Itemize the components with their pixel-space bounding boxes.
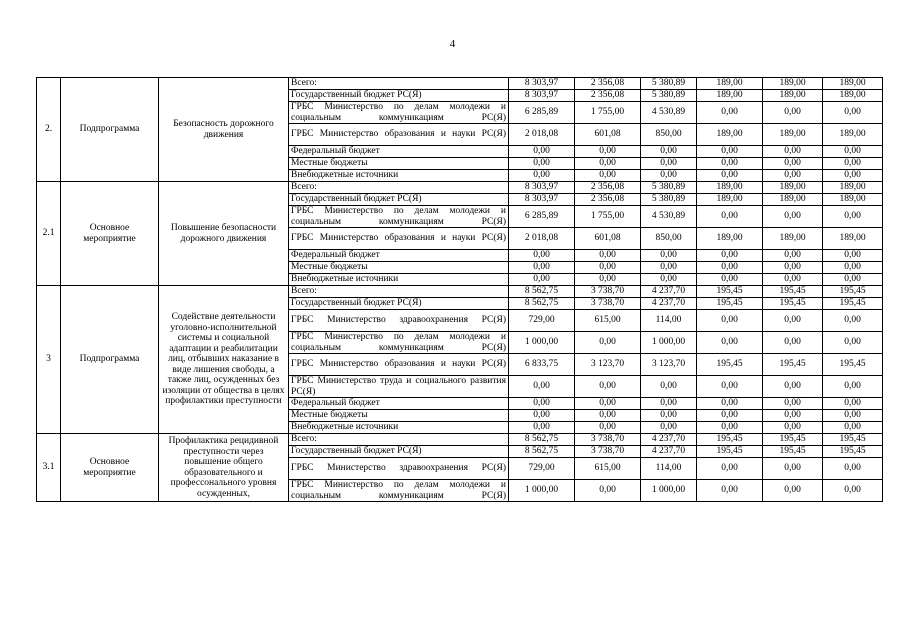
amount-cell: 850,00 [641, 228, 697, 250]
section-type: Основное мероприятие [61, 434, 159, 502]
amount-cell: 0,00 [763, 410, 823, 422]
amount-cell: 0,00 [575, 146, 641, 158]
amount-cell: 0,00 [575, 410, 641, 422]
funding-source: ГРБС Министерство образования и науки РС(Я) [289, 228, 509, 250]
amount-cell: 0,00 [697, 170, 763, 182]
amount-cell: 0,00 [575, 158, 641, 170]
amount-cell: 0,00 [575, 170, 641, 182]
amount-cell: 0,00 [763, 158, 823, 170]
amount-cell: 601,08 [575, 228, 641, 250]
amount-cell: 189,00 [763, 78, 823, 90]
amount-cell: 0,00 [763, 422, 823, 434]
amount-cell: 3 738,70 [575, 286, 641, 298]
amount-cell: 5 380,89 [641, 78, 697, 90]
amount-cell: 0,00 [509, 146, 575, 158]
amount-cell: 195,45 [697, 354, 763, 376]
amount-cell: 0,00 [575, 398, 641, 410]
amount-cell: 2 018,08 [509, 228, 575, 250]
amount-cell: 1 755,00 [575, 206, 641, 228]
funding-source: Государственный бюджет РС(Я) [289, 90, 509, 102]
amount-cell: 195,45 [823, 354, 883, 376]
funding-source: Местные бюджеты [289, 410, 509, 422]
amount-cell: 0,00 [697, 480, 763, 502]
amount-cell: 0,00 [823, 102, 883, 124]
amount-cell: 0,00 [509, 376, 575, 398]
amount-cell: 0,00 [823, 410, 883, 422]
amount-cell: 8 303,97 [509, 194, 575, 206]
amount-cell: 0,00 [575, 480, 641, 502]
amount-cell: 189,00 [763, 182, 823, 194]
section-number: 2. [37, 78, 61, 182]
amount-cell: 0,00 [697, 398, 763, 410]
amount-cell: 0,00 [509, 410, 575, 422]
amount-cell: 2 356,08 [575, 182, 641, 194]
amount-cell: 0,00 [823, 398, 883, 410]
section-name: Безопасность дорожного движения [159, 78, 289, 182]
amount-cell: 0,00 [641, 146, 697, 158]
amount-cell: 2 356,08 [575, 78, 641, 90]
amount-cell: 195,45 [763, 298, 823, 310]
amount-cell: 0,00 [641, 422, 697, 434]
amount-cell: 189,00 [697, 194, 763, 206]
funding-source: Внебюджетные источники [289, 170, 509, 182]
amount-cell: 0,00 [823, 376, 883, 398]
amount-cell: 6 285,89 [509, 102, 575, 124]
amount-cell: 0,00 [509, 170, 575, 182]
amount-cell: 0,00 [763, 332, 823, 354]
amount-cell: 0,00 [697, 102, 763, 124]
amount-cell: 0,00 [641, 376, 697, 398]
amount-cell: 189,00 [823, 182, 883, 194]
amount-cell: 0,00 [697, 376, 763, 398]
funding-source: Государственный бюджет РС(Я) [289, 298, 509, 310]
section-type: Основное мероприятие [61, 182, 159, 286]
funding-source: Федеральный бюджет [289, 250, 509, 262]
table-row [37, 78, 883, 90]
amount-cell: 0,00 [575, 262, 641, 274]
funding-source: Федеральный бюджет [289, 398, 509, 410]
amount-cell: 195,45 [763, 354, 823, 376]
table-row [37, 182, 883, 194]
amount-cell: 4 237,70 [641, 286, 697, 298]
amount-cell: 195,45 [823, 298, 883, 310]
amount-cell: 0,00 [641, 262, 697, 274]
amount-cell: 189,00 [697, 124, 763, 146]
amount-cell: 195,45 [823, 286, 883, 298]
table-row [37, 434, 883, 446]
amount-cell: 0,00 [697, 158, 763, 170]
amount-cell: 2 356,08 [575, 90, 641, 102]
amount-cell: 0,00 [763, 250, 823, 262]
amount-cell: 195,45 [697, 446, 763, 458]
funding-source: ГРБС Министерство по делам молодежи и социальным коммуникациям РС(Я) [289, 332, 509, 354]
amount-cell: 0,00 [509, 262, 575, 274]
amount-cell: 0,00 [763, 480, 823, 502]
amount-cell: 0,00 [641, 170, 697, 182]
amount-cell: 0,00 [763, 376, 823, 398]
amount-cell: 1 000,00 [509, 332, 575, 354]
amount-cell: 8 303,97 [509, 78, 575, 90]
amount-cell: 0,00 [763, 146, 823, 158]
funding-source: Федеральный бюджет [289, 146, 509, 158]
amount-cell: 195,45 [697, 286, 763, 298]
amount-cell: 0,00 [763, 398, 823, 410]
amount-cell: 0,00 [697, 332, 763, 354]
amount-cell: 0,00 [823, 146, 883, 158]
amount-cell: 0,00 [509, 422, 575, 434]
amount-cell: 4 237,70 [641, 434, 697, 446]
amount-cell: 0,00 [509, 158, 575, 170]
amount-cell: 195,45 [763, 434, 823, 446]
amount-cell: 5 380,89 [641, 90, 697, 102]
amount-cell: 0,00 [823, 262, 883, 274]
amount-cell: 0,00 [697, 262, 763, 274]
amount-cell: 1 000,00 [641, 332, 697, 354]
amount-cell: 0,00 [697, 422, 763, 434]
amount-cell: 0,00 [763, 102, 823, 124]
section-type: Подпрограмма [61, 78, 159, 182]
funding-source: Государственный бюджет РС(Я) [289, 194, 509, 206]
amount-cell: 8 562,75 [509, 286, 575, 298]
amount-cell: 0,00 [697, 310, 763, 332]
amount-cell: 8 562,75 [509, 434, 575, 446]
amount-cell: 189,00 [823, 90, 883, 102]
amount-cell: 0,00 [697, 206, 763, 228]
funding-source: ГРБС Министерство по делам молодежи и социальным коммуникациям РС(Я) [289, 206, 509, 228]
amount-cell: 8 303,97 [509, 182, 575, 194]
section-number: 3.1 [37, 434, 61, 502]
amount-cell: 6 285,89 [509, 206, 575, 228]
amount-cell: 6 833,75 [509, 354, 575, 376]
funding-source: Местные бюджеты [289, 158, 509, 170]
section-number: 3 [37, 286, 61, 434]
funding-source: Всего: [289, 286, 509, 298]
funding-source: ГРБС Министерство труда и социального развития РС(Я) [289, 376, 509, 398]
amount-cell: 0,00 [763, 458, 823, 480]
amount-cell: 189,00 [823, 78, 883, 90]
amount-cell: 0,00 [823, 250, 883, 262]
amount-cell: 114,00 [641, 458, 697, 480]
amount-cell: 1 000,00 [641, 480, 697, 502]
amount-cell: 0,00 [641, 410, 697, 422]
amount-cell: 0,00 [763, 206, 823, 228]
funding-source: Внебюджетные источники [289, 274, 509, 286]
amount-cell: 0,00 [509, 274, 575, 286]
amount-cell: 0,00 [823, 332, 883, 354]
amount-cell: 0,00 [697, 410, 763, 422]
funding-source: Всего: [289, 434, 509, 446]
amount-cell: 0,00 [641, 398, 697, 410]
amount-cell: 4 530,89 [641, 206, 697, 228]
amount-cell: 0,00 [697, 146, 763, 158]
amount-cell: 114,00 [641, 310, 697, 332]
amount-cell: 615,00 [575, 458, 641, 480]
amount-cell: 189,00 [823, 124, 883, 146]
amount-cell: 5 380,89 [641, 194, 697, 206]
amount-cell: 3 738,70 [575, 298, 641, 310]
amount-cell: 195,45 [763, 446, 823, 458]
amount-cell: 0,00 [509, 250, 575, 262]
amount-cell: 0,00 [823, 274, 883, 286]
amount-cell: 189,00 [697, 78, 763, 90]
amount-cell: 2 356,08 [575, 194, 641, 206]
amount-cell: 0,00 [641, 250, 697, 262]
section-name: Повышение безопасности дорожного движения [159, 182, 289, 286]
amount-cell: 8 562,75 [509, 446, 575, 458]
amount-cell: 8 562,75 [509, 298, 575, 310]
funding-source: ГРБС Министерство здравоохранения РС(Я) [289, 458, 509, 480]
amount-cell: 189,00 [763, 124, 823, 146]
amount-cell: 0,00 [575, 332, 641, 354]
amount-cell: 4 530,89 [641, 102, 697, 124]
amount-cell: 3 738,70 [575, 434, 641, 446]
amount-cell: 195,45 [697, 298, 763, 310]
funding-source: ГРБС Министерство здравоохранения РС(Я) [289, 310, 509, 332]
amount-cell: 5 380,89 [641, 182, 697, 194]
amount-cell: 0,00 [823, 310, 883, 332]
amount-cell: 3 123,70 [641, 354, 697, 376]
amount-cell: 189,00 [823, 194, 883, 206]
amount-cell: 0,00 [575, 250, 641, 262]
amount-cell: 8 303,97 [509, 90, 575, 102]
section-number: 2.1 [37, 182, 61, 286]
amount-cell: 601,08 [575, 124, 641, 146]
amount-cell: 195,45 [697, 434, 763, 446]
budget-table [36, 77, 883, 502]
amount-cell: 0,00 [575, 376, 641, 398]
amount-cell: 1 755,00 [575, 102, 641, 124]
amount-cell: 0,00 [697, 458, 763, 480]
amount-cell: 0,00 [823, 158, 883, 170]
amount-cell: 4 237,70 [641, 298, 697, 310]
amount-cell: 4 237,70 [641, 446, 697, 458]
table-row [37, 286, 883, 298]
amount-cell: 1 000,00 [509, 480, 575, 502]
amount-cell: 0,00 [763, 170, 823, 182]
funding-source: ГРБС Министерство по делам молодежи и социальным коммуникациям РС(Я) [289, 480, 509, 502]
amount-cell: 189,00 [697, 90, 763, 102]
amount-cell: 0,00 [697, 250, 763, 262]
funding-source: ГРБС Министерство образования и науки РС(Я) [289, 124, 509, 146]
amount-cell: 0,00 [641, 274, 697, 286]
funding-source: Внебюджетные источники [289, 422, 509, 434]
amount-cell: 0,00 [641, 158, 697, 170]
funding-source: Местные бюджеты [289, 262, 509, 274]
amount-cell: 0,00 [575, 274, 641, 286]
amount-cell: 189,00 [763, 90, 823, 102]
amount-cell: 0,00 [697, 274, 763, 286]
amount-cell: 0,00 [823, 422, 883, 434]
funding-source: ГРБС Министерство образования и науки РС(Я) [289, 354, 509, 376]
funding-source: Государственный бюджет РС(Я) [289, 446, 509, 458]
amount-cell: 189,00 [697, 228, 763, 250]
amount-cell: 0,00 [763, 274, 823, 286]
amount-cell: 189,00 [697, 182, 763, 194]
amount-cell: 729,00 [509, 310, 575, 332]
section-type: Подпрограмма [61, 286, 159, 434]
amount-cell: 189,00 [763, 194, 823, 206]
amount-cell: 0,00 [823, 480, 883, 502]
amount-cell: 0,00 [763, 310, 823, 332]
amount-cell: 2 018,08 [509, 124, 575, 146]
amount-cell: 850,00 [641, 124, 697, 146]
funding-source: Всего: [289, 182, 509, 194]
amount-cell: 189,00 [823, 228, 883, 250]
amount-cell: 0,00 [823, 206, 883, 228]
amount-cell: 0,00 [823, 170, 883, 182]
amount-cell: 3 123,70 [575, 354, 641, 376]
amount-cell: 3 738,70 [575, 446, 641, 458]
amount-cell: 189,00 [763, 228, 823, 250]
section-name: Профилактика рецидивной преступности через повышение общего образовательного и профессонального уровня осужденных, [159, 434, 289, 502]
amount-cell: 195,45 [823, 446, 883, 458]
amount-cell: 729,00 [509, 458, 575, 480]
amount-cell: 195,45 [823, 434, 883, 446]
amount-cell: 0,00 [823, 458, 883, 480]
funding-source: Всего: [289, 78, 509, 90]
amount-cell: 0,00 [509, 398, 575, 410]
page-number: 4 [449, 38, 456, 50]
amount-cell: 0,00 [575, 422, 641, 434]
funding-source: ГРБС Министерство по делам молодежи и социальным коммуникациям РС(Я) [289, 102, 509, 124]
amount-cell: 0,00 [763, 262, 823, 274]
amount-cell: 615,00 [575, 310, 641, 332]
section-name: Содействие деятельности уголовно-исполнительной системы и социальной адаптации и реабилитации лиц, отбывших наказание в виде лишения свободы, а также лиц, осужденных без изоляции от общества в целях профилактики преступности [159, 286, 289, 434]
amount-cell: 195,45 [763, 286, 823, 298]
